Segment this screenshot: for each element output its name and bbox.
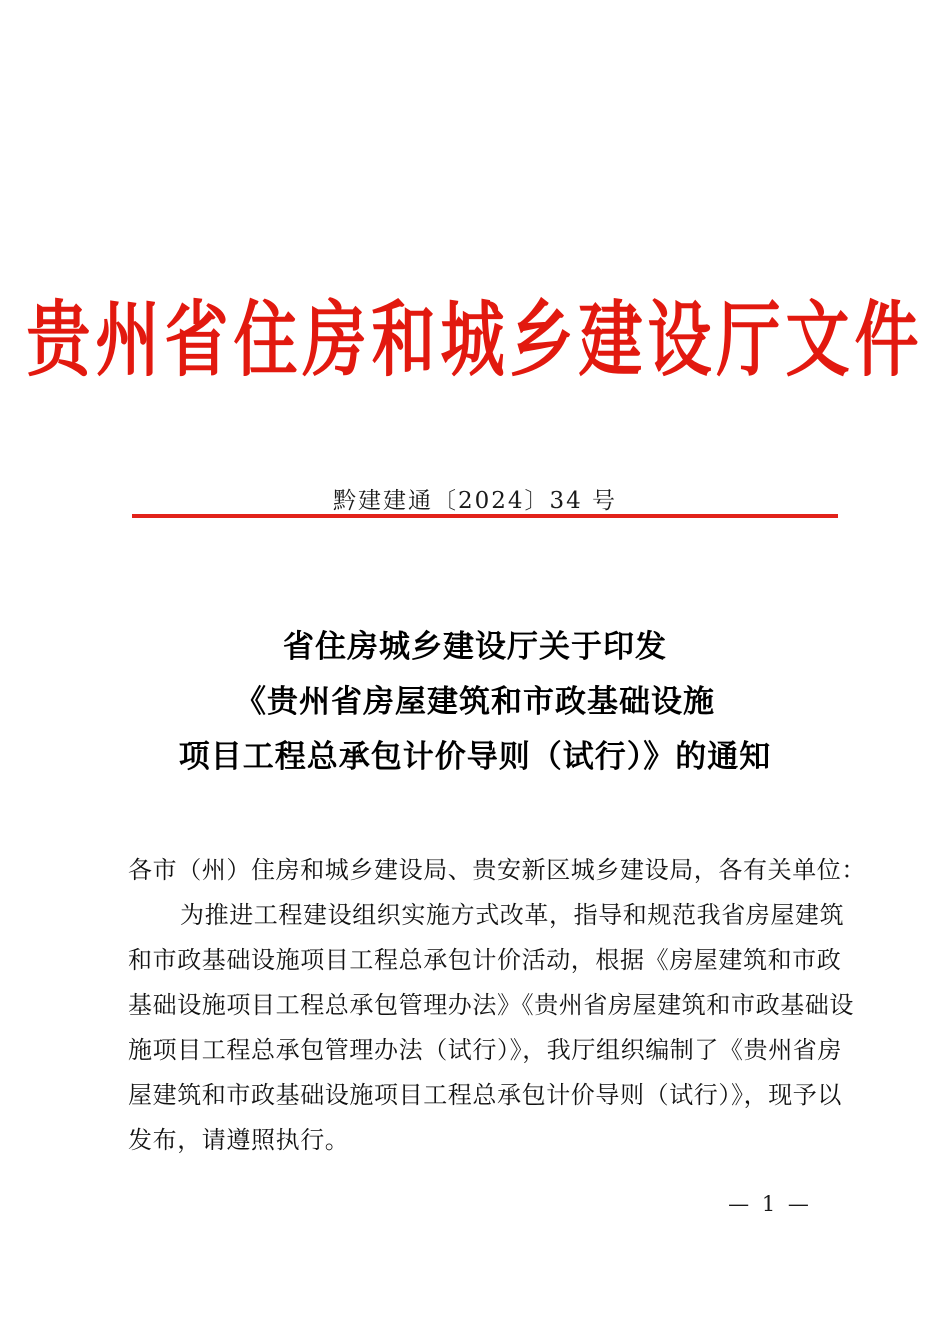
page-footer — [0, 1192, 950, 1216]
document-serial-number: 黔建建通〔2024〕34 号 — [332, 488, 618, 514]
document-title-line-3: 项目工程总承包计价导则（试行）》的通知 — [178, 739, 772, 775]
body-line-6: 屋建筑和市政基础设施项目工程总承包计价导则（试行）》，现予以 — [128, 1081, 842, 1109]
document-body — [128, 848, 866, 1163]
body-line-2: 为推进工程建设组织实施方式改革，指导和规范我省房屋建筑 — [180, 901, 845, 929]
letterhead-masthead — [0, 292, 950, 389]
body-line-7: 发布，请遵照执行。 — [128, 1126, 350, 1154]
body-line-5: 施项目工程总承包管理办法（试行）》，我厅组织编制了《贵州省房 — [128, 1036, 842, 1064]
page-number: — 1 — — [728, 1192, 812, 1216]
body-line-4: 基础设施项目工程总承包管理办法》《贵州省房屋建筑和市政基础设 — [128, 991, 854, 1019]
document-title-line-1: 省住房城乡建设厅关于印发 — [283, 629, 667, 665]
red-separator-rule — [132, 514, 838, 518]
body-addressee-line: 各市（州）住房和城乡建设局、贵安新区城乡建设局，各有关单位： — [128, 856, 866, 884]
body-line-3: 和市政基础设施项目工程总承包计价活动，根据《房屋建筑和市政 — [128, 946, 842, 974]
document-title-line-2: 《贵州省房屋建筑和市政基础设施 — [235, 684, 715, 720]
document-title — [0, 620, 950, 785]
issuing-authority-title: 贵州省住房和城乡建设厅文件 — [26, 292, 924, 389]
